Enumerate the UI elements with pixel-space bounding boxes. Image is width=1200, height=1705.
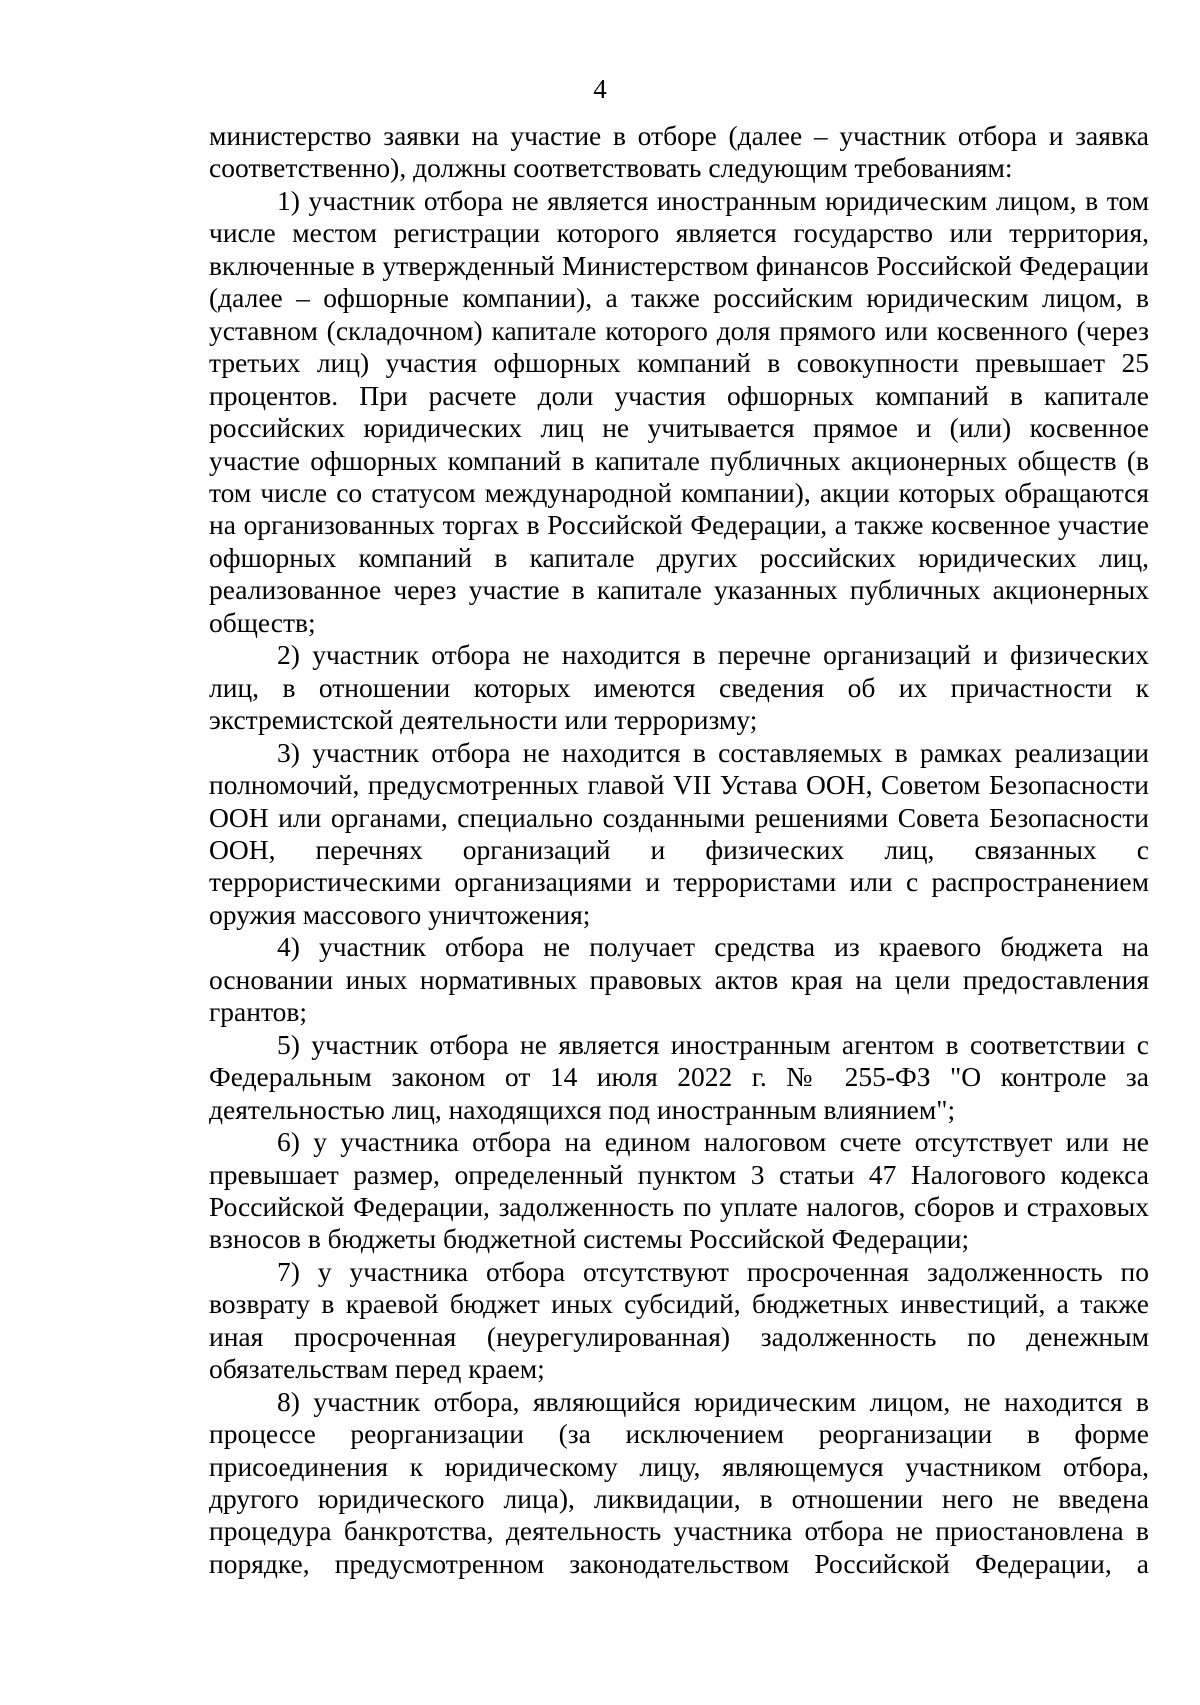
requirement-paragraph: 6) у участника отбора на едином налоговом счете отсутствует или не превышает размер, определенный пунктом 3 статьи 47 Налогового кодекса Российской Федерации, задолженность по уплате налогов, сборов и страховых взносов в бюджеты бюджетной системы Российской Федерации; — [209, 1126, 1149, 1255]
requirement-paragraph: 4) участник отбора не получает средства из краевого бюджета на основании иных нормативных правовых актов края на цели предоставления грантов; — [209, 931, 1149, 1028]
document-body — [209, 120, 1149, 1580]
requirement-paragraph: 7) у участника отбора отсутствуют просроченная задолженность по возврату в краевой бюджет иных субсидий, бюджетных инвестиций, а также иная просроченная (неурегулированная) задолженность по денежным обязательствам перед краем; — [209, 1255, 1149, 1385]
page-number: 4 — [593, 74, 607, 104]
requirement-paragraph: 1) участник отбора не является иностранным юридическим лицом, в том числе местом регистрации которого является государство или территория, включенные в утвержденный Министерством финансов Российской Федерации (далее – офшорные компании), а также российским юридическим лицом, в уставном (складочном) капитале которого доля прямого или косвенного (через третьих лиц) участия офшорных компаний в совокупности превышает 25 процентов. При расчете доли участия офшорных компаний в капитале российских юридических лиц не учитывается прямое и (или) косвенное участие офшорных компаний в капитале публичных акционерных обществ (в том числе со статусом международной компании), акции которых обращаются на организованных торгах в Российской Федерации, а также косвенное участие офшорных компаний в капитале других российских юридических лиц, реализованное через участие в капитале указанных публичных акционерных обществ; — [209, 184, 1149, 638]
requirement-paragraph: 2) участник отбора не находится в перечне организаций и физических лиц, в отношении которых имеются сведения об их причастности к экстремистской деятельности или терроризму; — [209, 639, 1149, 736]
requirement-paragraph: 8) участник отбора, являющийся юридическим лицом, не находится в процессе реорганизации (за исключением реорганизации в форме присоединения к юридическому лицу, являющемуся участником отбора, другого юридического лица), ликвидации, в отношении него не введена процедура банкротства, деятельность участника отбора не приостановлена в порядке, предусмотренном законодательством Российской Федерации, а — [209, 1385, 1149, 1579]
requirement-paragraph: 5) участник отбора не является иностранным агентом в соответствии с Федеральным законом от 14 июля 2022 г. № 255-ФЗ "О контроле за деятельностью лиц, находящихся под иностранным влиянием"; — [209, 1028, 1149, 1125]
continuation-paragraph: министерство заявки на участие в отборе (далее – участник отбора и заявка соответственно), должны соответствовать следующим требованиям: — [209, 120, 1149, 184]
requirement-paragraph: 3) участник отбора не находится в составляемых в рамках реализации полномочий, предусмотренных главой VII Устава ООН, Советом Безопасности ООН или органами, специально созданными решениями Совета Безопасности ООН, перечнях организаций и физических лиц, связанных с террористическими организациями и террористами или с распространением оружия массового уничтожения; — [209, 736, 1149, 930]
